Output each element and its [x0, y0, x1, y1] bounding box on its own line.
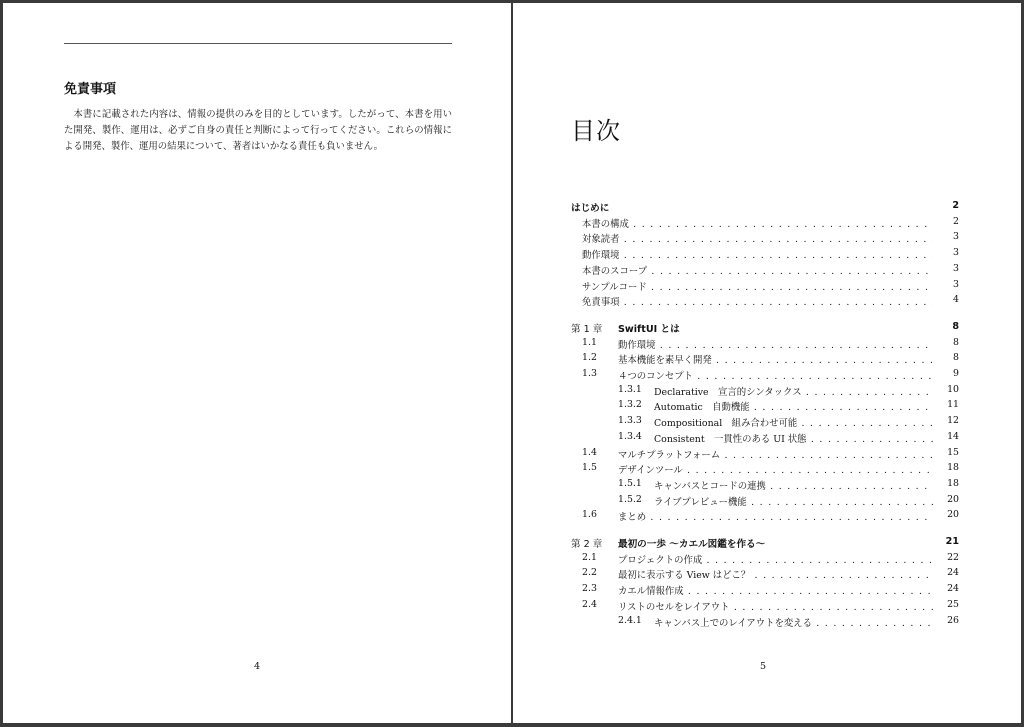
toc-entry-page: 20 — [947, 509, 959, 723]
toc-entry-title: キャンバスとコードの連携 . . . — [654, 478, 933, 492]
toc-entry-title: リストのセルをレイアウト . . . — [618, 599, 933, 613]
toc-entry-title: サンプルコード . . . — [582, 279, 933, 293]
toc-entry-title: 基本機能を素早く開発 . . . — [618, 352, 933, 366]
toc-entry-number: 1.3.2 — [618, 399, 642, 411]
toc-entry-title: 本書のスコープ . . . — [582, 263, 933, 277]
toc-entry-row[interactable] — [571, 509, 959, 525]
toc-entry-row[interactable] — [571, 462, 959, 478]
toc-entry-title: 本書の構成 . . . — [582, 216, 933, 230]
right-page — [513, 3, 1021, 723]
toc-entry-page: 21 — [946, 536, 959, 723]
toc-entry-page: 2 — [953, 216, 959, 723]
toc-entry-row[interactable] — [571, 567, 959, 583]
toc-entry-title: 動作環境 . . . — [582, 247, 933, 261]
toc-entry-row[interactable] — [571, 216, 959, 232]
toc-entry-page: 24 — [947, 567, 959, 723]
toc-entry-row[interactable] — [571, 337, 959, 353]
toc-entry-number: 1.2 — [582, 352, 597, 364]
toc-heading: 目次 — [571, 117, 621, 145]
toc-entry-number: 1.3.3 — [618, 415, 642, 427]
toc-entry-row[interactable] — [571, 399, 959, 415]
toc-entry-page: 3 — [953, 231, 959, 723]
toc-entry-number: 1.3.1 — [618, 383, 642, 395]
page-number-left: 4 — [253, 661, 261, 672]
toc-entry-title: 動作環境 . . . — [618, 337, 933, 351]
toc-entry-row[interactable] — [571, 279, 959, 295]
toc-chapter-row[interactable] — [571, 321, 959, 337]
toc-entry-page: 3 — [953, 247, 959, 723]
toc-entry-row[interactable] — [571, 615, 959, 631]
toc-entry-page: 18 — [947, 462, 959, 723]
toc-entry-title: カエル情報作成 . . . — [618, 583, 933, 597]
toc-entry-page: 3 — [953, 263, 959, 723]
toc-entry-title: Compositional 組み合わせ可能 . . . — [654, 415, 933, 429]
toc-entry-page: 4 — [953, 294, 959, 723]
toc-entry-page: 11 — [947, 399, 959, 723]
disclaimer-body: 本書に記載された内容は、情報の提供のみを目的としています。したがって、本書を用いた開発、製作、運用は、必ずご自身の責任と判断によって行ってください。これらの情報による開発、製作、運用の結果について、著者はいかなる責任も負いません。 — [64, 109, 452, 152]
toc-entry-page: 20 — [947, 494, 959, 723]
toc-entry-number: 1.5 — [582, 462, 597, 474]
toc-entry-page: 10 — [947, 384, 959, 723]
toc-entry-row[interactable] — [571, 384, 959, 400]
toc-entry-title: まとめ . . . — [618, 509, 933, 523]
toc-entry-number: 2.1 — [582, 551, 597, 563]
toc-entry-number: 第 2 章 — [571, 539, 603, 550]
toc-entry-title: ４つのコンセプト . . . — [618, 368, 933, 382]
toc-entry-page: 9 — [953, 368, 959, 723]
toc-entry-number: 2.4.1 — [618, 614, 642, 626]
toc-chapter-row[interactable] — [571, 536, 959, 552]
toc-entry-page: 8 — [953, 337, 959, 723]
toc-chapter-row[interactable] — [571, 200, 959, 216]
toc-entry-row[interactable] — [571, 231, 959, 247]
toc-entry-title: はじめに — [571, 203, 610, 214]
toc-entry-row[interactable] — [571, 431, 959, 447]
disclaimer-title: 免責事項 — [64, 82, 117, 97]
toc-entry-title: Consistent 一貫性のある UI 状態 . . . — [654, 431, 933, 445]
toc-entry-title: SwiftUI とは — [618, 323, 680, 335]
toc-entry-title: Declarative 宣言的シンタックス . . . — [654, 384, 933, 398]
toc-entry-number: 2.3 — [582, 583, 597, 595]
toc-entry-row[interactable] — [571, 583, 959, 599]
left-page — [3, 3, 511, 723]
toc-entry-row[interactable] — [571, 599, 959, 615]
toc-entry-row[interactable] — [571, 447, 959, 463]
toc-entry-page: 12 — [947, 415, 959, 723]
toc-entry-title: プロジェクトの作成 . . . — [618, 552, 933, 566]
toc-entry-page: 15 — [947, 447, 959, 724]
toc-entry-page: 18 — [947, 478, 959, 723]
toc-entry-page: 8 — [953, 352, 959, 723]
toc-entry-page: 2 — [952, 200, 959, 723]
page-number-right: 5 — [759, 661, 767, 672]
table-of-contents — [513, 3, 1021, 723]
toc-entry-title: 最初の一歩 〜カエル図鑑を作る〜 — [618, 539, 766, 550]
toc-entry-page: 14 — [947, 431, 959, 723]
toc-entry-number: 1.3.4 — [618, 430, 642, 442]
toc-entry-number: 2.4 — [582, 598, 597, 610]
toc-entry-page: 25 — [947, 599, 959, 723]
toc-entry-title: 対象読者 . . . — [582, 231, 933, 245]
toc-entry-title: デザインツール . . . — [618, 462, 933, 476]
toc-entry-number: 1.6 — [582, 509, 597, 521]
toc-entry-title: マルチプラットフォーム . . . — [618, 447, 933, 461]
toc-entry-page: 8 — [952, 321, 959, 723]
toc-entry-title: Automatic 自動機能 . . . — [654, 399, 933, 413]
toc-entry-number: 1.5.2 — [618, 493, 642, 505]
toc-entry-row[interactable] — [571, 415, 959, 431]
toc-entry-row[interactable] — [571, 263, 959, 279]
toc-entry-title: ライブプレビュー機能 . . . — [654, 494, 933, 508]
header-rule — [64, 43, 452, 44]
toc-entry-number: 2.2 — [582, 567, 597, 579]
toc-entry-number: 1.1 — [582, 336, 597, 348]
toc-entry-number: 1.3 — [582, 368, 597, 379]
toc-entry-title: キャンバス上でのレイアウトを変える . . . — [654, 615, 933, 629]
toc-entry-page: 24 — [947, 583, 959, 723]
toc-entry-title: 免責事項 . . . — [582, 294, 933, 308]
toc-entry-row[interactable] — [571, 552, 959, 568]
toc-entry-row[interactable] — [571, 352, 959, 368]
toc-entry-title: 最初に表示する View はどこ？ . . . — [618, 567, 933, 581]
toc-entry-row[interactable] — [571, 247, 959, 263]
toc-entry-row[interactable] — [571, 494, 959, 510]
toc-entry-row[interactable] — [571, 368, 959, 384]
toc-entry-page: 22 — [947, 552, 959, 723]
toc-entry-row[interactable] — [571, 294, 959, 310]
toc-entry-page: 3 — [953, 279, 959, 724]
toc-entry-row[interactable] — [571, 478, 959, 494]
toc-entry-number: 1.4 — [582, 446, 597, 458]
toc-entry-number: 1.5.1 — [618, 477, 642, 489]
toc-entry-page: 26 — [947, 615, 959, 724]
toc-entry-number: 第 1 章 — [571, 323, 603, 335]
